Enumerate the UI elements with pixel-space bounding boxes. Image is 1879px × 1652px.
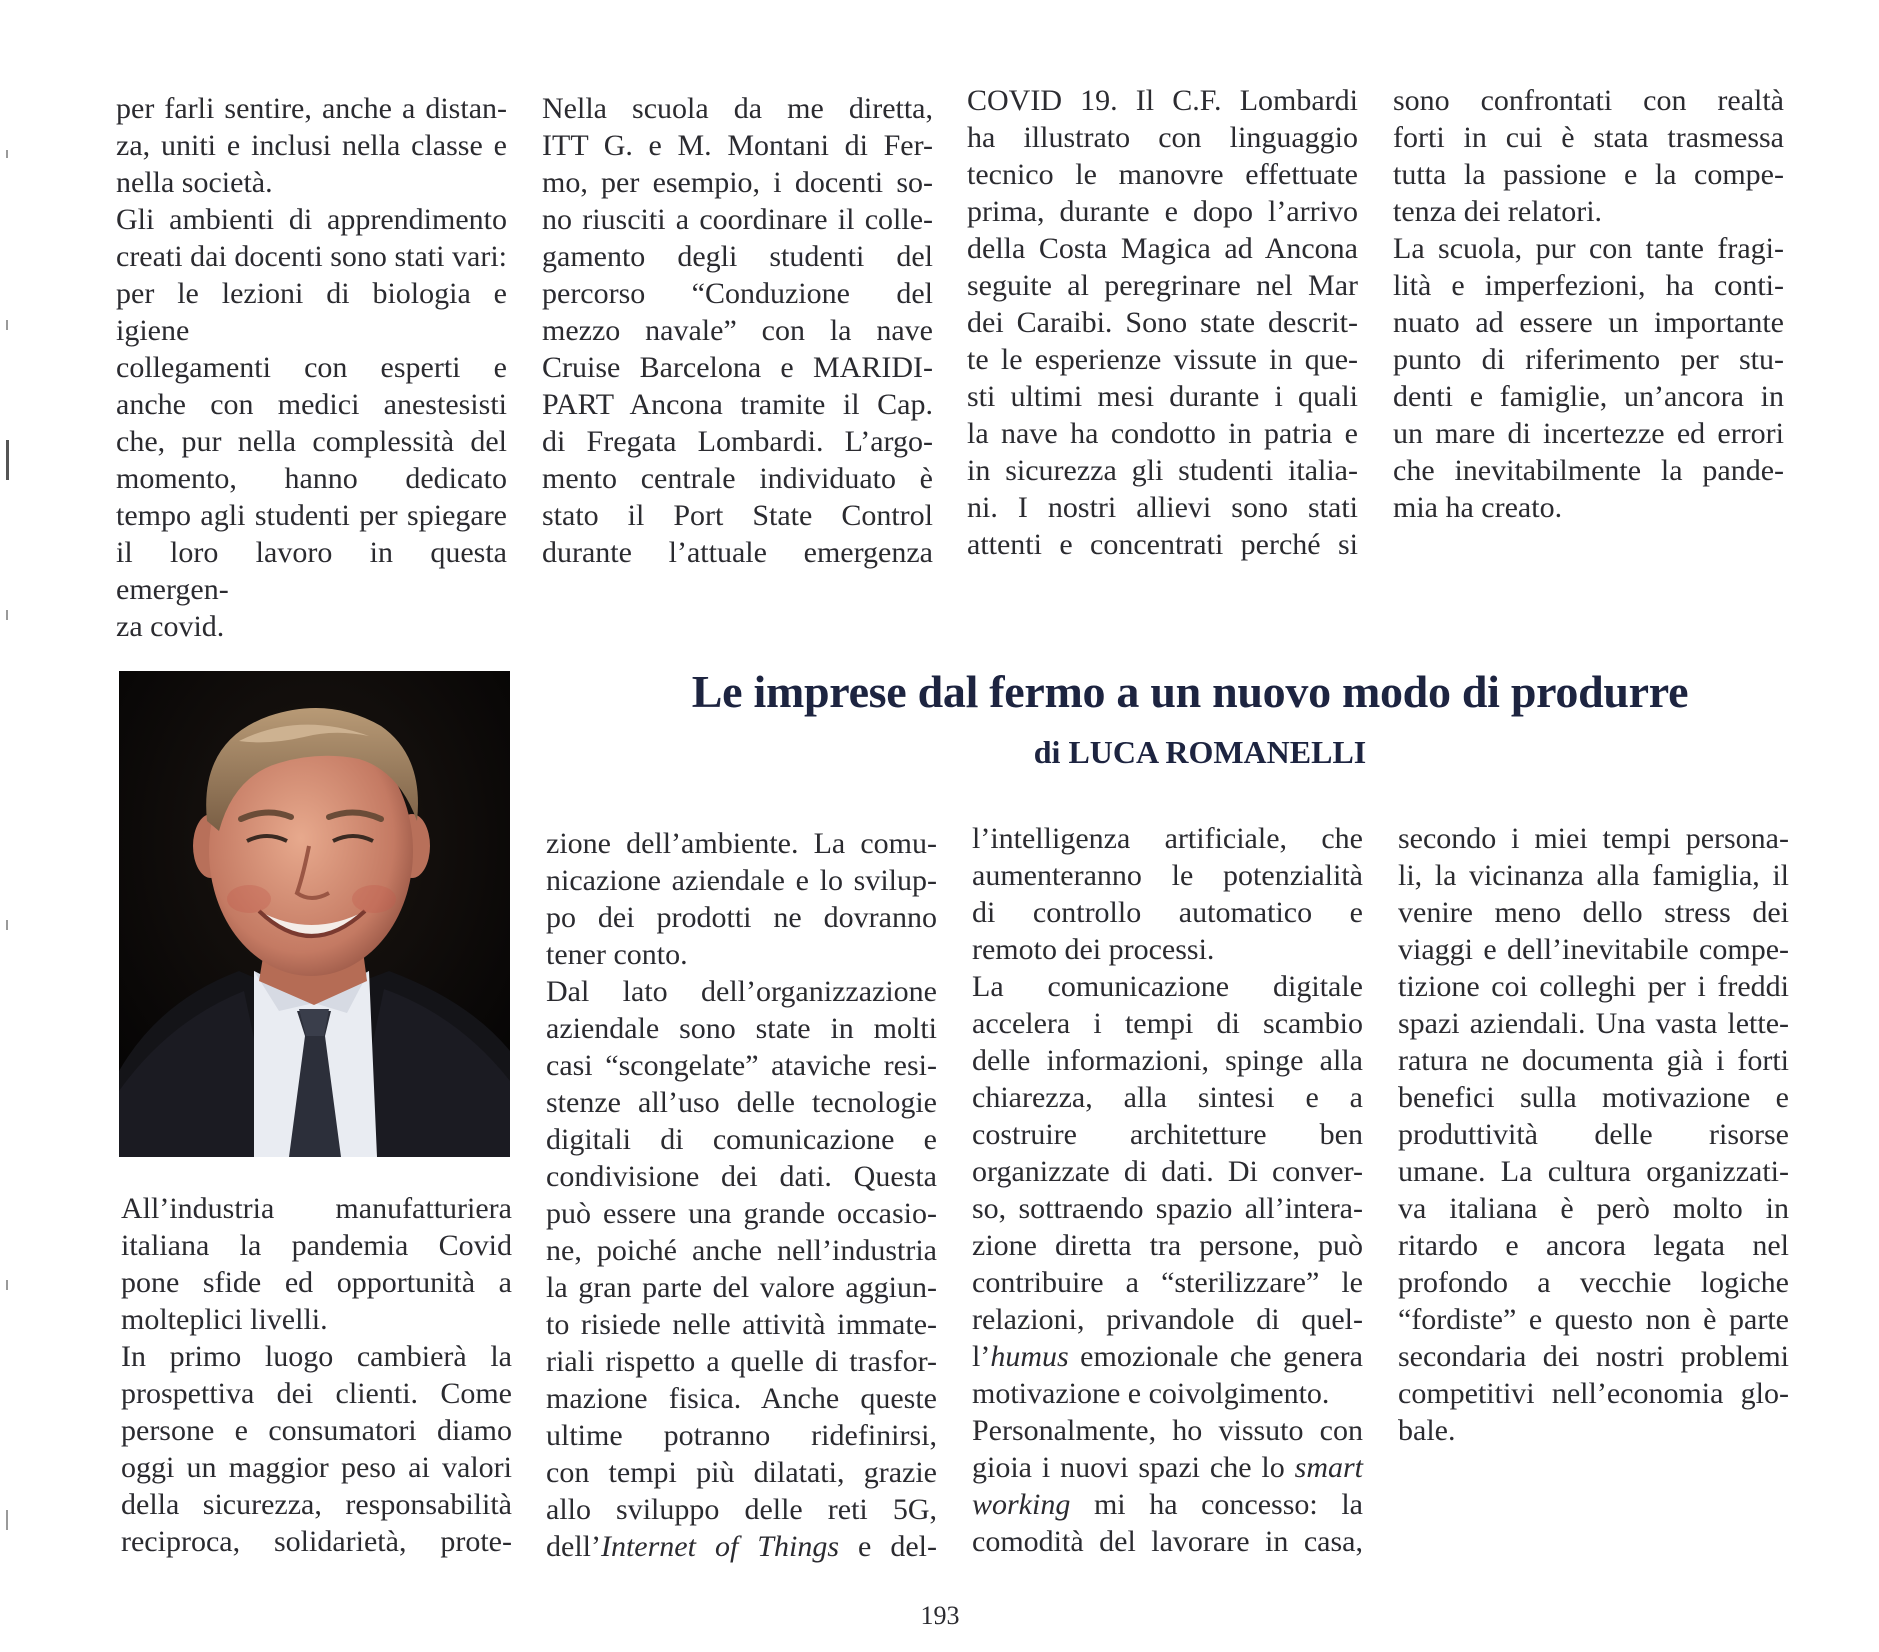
text-line: po dei prodotti ne dovranno [546,901,937,934]
text-line: Dal lato dell’organizzazione [546,975,937,1008]
author-photo [119,671,510,1157]
text-line: tutta la passione e la compe- [1393,158,1784,191]
text-line: lità e imperfezioni, ha conti- [1393,269,1784,302]
scan-edge-mark [6,1280,8,1290]
text-line: zione diretta tra persone, può [972,1229,1363,1262]
text-line: casi “scongelate” ataviche resi- [546,1049,937,1082]
text-line: li, la vicinanza alla famiglia, il [1398,859,1789,892]
text-line: nuato ad essere un importante [1393,306,1784,339]
text-line: relazioni, privandole di quel- [972,1303,1363,1336]
text-line: oggi un maggior peso ai valori [121,1451,512,1484]
text-line: Gli ambienti di apprendimento [116,203,507,236]
text-line: za covid. [116,610,225,643]
scan-edge-mark [6,1510,8,1530]
text-line: motivazione e coivolgimento. [972,1377,1330,1410]
text-line: persone e consumatori diamo [121,1414,512,1447]
top-column-1 [116,90,507,645]
text-line: ha illustrato con linguaggio [967,121,1358,154]
text-line: creati dai docenti sono stati vari: [116,240,507,273]
text-line: working mi ha concesso: la [972,1488,1363,1521]
scan-edge-mark [6,610,8,620]
text-line: mazione fisica. Anche queste [546,1382,937,1415]
text-line: nicazione aziendale e lo svilup- [546,864,937,897]
text-line: gioia i nuovi spazi che lo smart [972,1451,1363,1484]
text-line: tenza dei relatori. [1393,195,1603,228]
text-line: so, sottraendo spazio all’intera- [972,1192,1363,1225]
text-line: prospettiva dei clienti. Come [121,1377,512,1410]
text-line: ni. I nostri allievi sono stati [967,491,1358,524]
top-column-4 [1393,82,1784,526]
text-line: zione dell’ambiente. La comu- [546,827,937,860]
text-line: digitali di comunicazione e [546,1123,937,1156]
text-line: della sicurezza, responsabilità [121,1488,512,1521]
text-line: “fordiste” e questo non è parte [1398,1303,1789,1336]
article-byline: di LUCA ROMANELLI [1033,734,1367,770]
text-line: remoto dei processi. [972,933,1215,966]
text-line: Nella scuola da me diretta, [542,92,933,125]
text-line: mia ha creato. [1393,491,1563,524]
scan-edge-mark [6,150,8,158]
text-line: l’humus emozionale che genera [972,1340,1363,1373]
text-line: tecnico le manovre effettuate [967,158,1358,191]
text-line: tempo agli studenti per spiegare [116,499,507,532]
text-line: durante l’attuale emergenza [542,536,933,569]
text-line: dell’Internet of Things e del- [546,1530,937,1563]
text-line: collegamenti con esperti e [116,351,507,384]
text-line: con tempi più dilatati, grazie [546,1456,937,1489]
scan-edge-mark [6,920,8,930]
text-line: denti e famiglie, un’ancora in [1393,380,1784,413]
text-line: venire meno dello stress dei [1398,896,1789,929]
text-line: mezzo navale” con la nave [542,314,933,347]
article-column-4 [1398,820,1789,1449]
text-line: sono confrontati con realtà [1393,84,1784,117]
text-line: za, uniti e inclusi nella classe e [116,129,507,162]
text-line: delle informazioni, spinge alla [972,1044,1363,1077]
text-line: La comunicazione digitale [972,970,1363,1003]
text-line: comodità del lavorare in casa, [972,1525,1363,1558]
text-line: umane. La cultura organizzati- [1398,1155,1789,1188]
text-line: costruire architetture ben [972,1118,1363,1151]
text-line: dei Caraibi. Sono state descrit- [967,306,1358,339]
text-line: bale. [1398,1414,1456,1447]
text-line: mento centrale individuato è [542,462,933,495]
text-line: In primo luogo cambierà la [121,1340,512,1373]
text-line: accelera i tempi di scambio [972,1007,1363,1040]
text-line: allo sviluppo delle reti 5G, [546,1493,937,1526]
text-line: tener conto. [546,938,688,971]
article-title: Le imprese dal fermo a un nuovo modo di produrre [691,666,1689,717]
text-line: aumenteranno le potenzialità [972,859,1363,892]
article-column-3 [972,820,1363,1560]
text-line: spazi aziendali. Una vasta lette- [1398,1007,1789,1040]
text-line: no riusciti a coordinare il colle- [542,203,933,236]
text-line: contribuire a “sterilizzare” le [972,1266,1363,1299]
text-line: momento, hanno dedicato [116,462,507,495]
text-line: punto di riferimento per stu- [1393,343,1784,376]
text-line: stato il Port State Control [542,499,933,532]
text-line: secondo i miei tempi persona- [1398,822,1789,855]
text-line: sti ultimi mesi durante i quali [967,380,1358,413]
text-line: aziendale sono state in molti [546,1012,937,1045]
text-line: La scuola, pur con tante fragi- [1393,232,1784,265]
scan-edge-mark [6,320,8,330]
text-line: ne, poiché anche nell’industria [546,1234,937,1267]
text-line: attenti e concentrati perché si [967,528,1358,561]
text-line: ritardo e ancora legata nel [1398,1229,1789,1262]
text-line: che, pur nella complessità del [116,425,507,458]
text-line: viaggi e dell’inevitabile compe- [1398,933,1789,966]
text-line: Personalmente, ho vissuto con [972,1414,1363,1447]
text-line: molteplici livelli. [121,1303,328,1336]
text-line: condivisione dei dati. Questa [546,1160,937,1193]
article-column-1 [121,1190,512,1560]
text-line: pone sfide ed opportunità a [121,1266,512,1299]
text-line: te le esperienze vissute in que- [967,343,1358,376]
text-line: in sicurezza gli studenti italia- [967,454,1358,487]
top-column-2 [542,90,933,571]
text-line: chiarezza, alla sintesi e a [972,1081,1363,1114]
text-line: può essere una grande occasio- [546,1197,937,1230]
text-line: anche con medici anestesisti [116,388,507,421]
text-line: mo, per esempio, i docenti so- [542,166,933,199]
text-line: produttività delle risorse [1398,1118,1789,1151]
text-line: l’intelligenza artificiale, che [972,822,1363,855]
text-line: di Fregata Lombardi. L’argo- [542,425,933,458]
text-line: prima, durante e dopo l’arrivo [967,195,1358,228]
text-line: forti in cui è stata trasmessa [1393,121,1784,154]
text-line: PART Ancona tramite il Cap. [542,388,933,421]
text-line: ITT G. e M. Montani di Fer- [542,129,933,162]
text-line: COVID 19. Il C.F. Lombardi [967,84,1358,117]
text-line: to risiede nelle attività immate- [546,1308,937,1341]
page-number: 193 [920,1601,960,1630]
text-line: per le lezioni di biologia e igiene [116,277,507,347]
text-line: riali rispetto a quelle di trasfor- [546,1345,937,1378]
text-line: ratura ne documenta già i forti [1398,1044,1789,1077]
text-line: tizione coi colleghi per i freddi [1398,970,1789,1003]
text-line: Cruise Barcelona e MARIDI- [542,351,933,384]
text-line: secondaria dei nostri problemi [1398,1340,1789,1373]
top-column-3 [967,82,1358,563]
text-line: ultime potranno ridefinirsi, [546,1419,937,1452]
text-line: All’industria manufatturiera [121,1192,512,1225]
text-line: gamento degli studenti del [542,240,933,273]
scan-edge-mark [6,440,9,480]
article-column-2 [546,825,937,1565]
text-line: che inevitabilmente la pande- [1393,454,1784,487]
text-line: organizzate di dati. Di conver- [972,1155,1363,1188]
text-line: seguite al peregrinare nel Mar [967,269,1358,302]
text-line: il loro lavoro in questa emergen- [116,536,507,606]
text-line: un mare di incertezze ed errori [1393,417,1784,450]
text-line: reciproca, solidarietà, prote- [121,1525,512,1558]
text-line: competitivi nell’economia glo- [1398,1377,1789,1410]
text-line: italiana la pandemia Covid [121,1229,512,1262]
text-line: di controllo automatico e [972,896,1363,929]
text-line: benefici sulla motivazione e [1398,1081,1789,1114]
text-line: la gran parte del valore aggiun- [546,1271,937,1304]
text-line: profondo a vecchie logiche [1398,1266,1789,1299]
text-line: stenze all’uso delle tecnologie [546,1086,937,1119]
text-line: la nave ha condotto in patria e [967,417,1358,450]
text-line: percorso “Conduzione del [542,277,933,310]
text-line: nella società. [116,166,273,199]
text-line: della Costa Magica ad Ancona [967,232,1358,265]
text-line: va italiana è però molto in [1398,1192,1789,1225]
text-line: per farli sentire, anche a distan- [116,92,507,125]
